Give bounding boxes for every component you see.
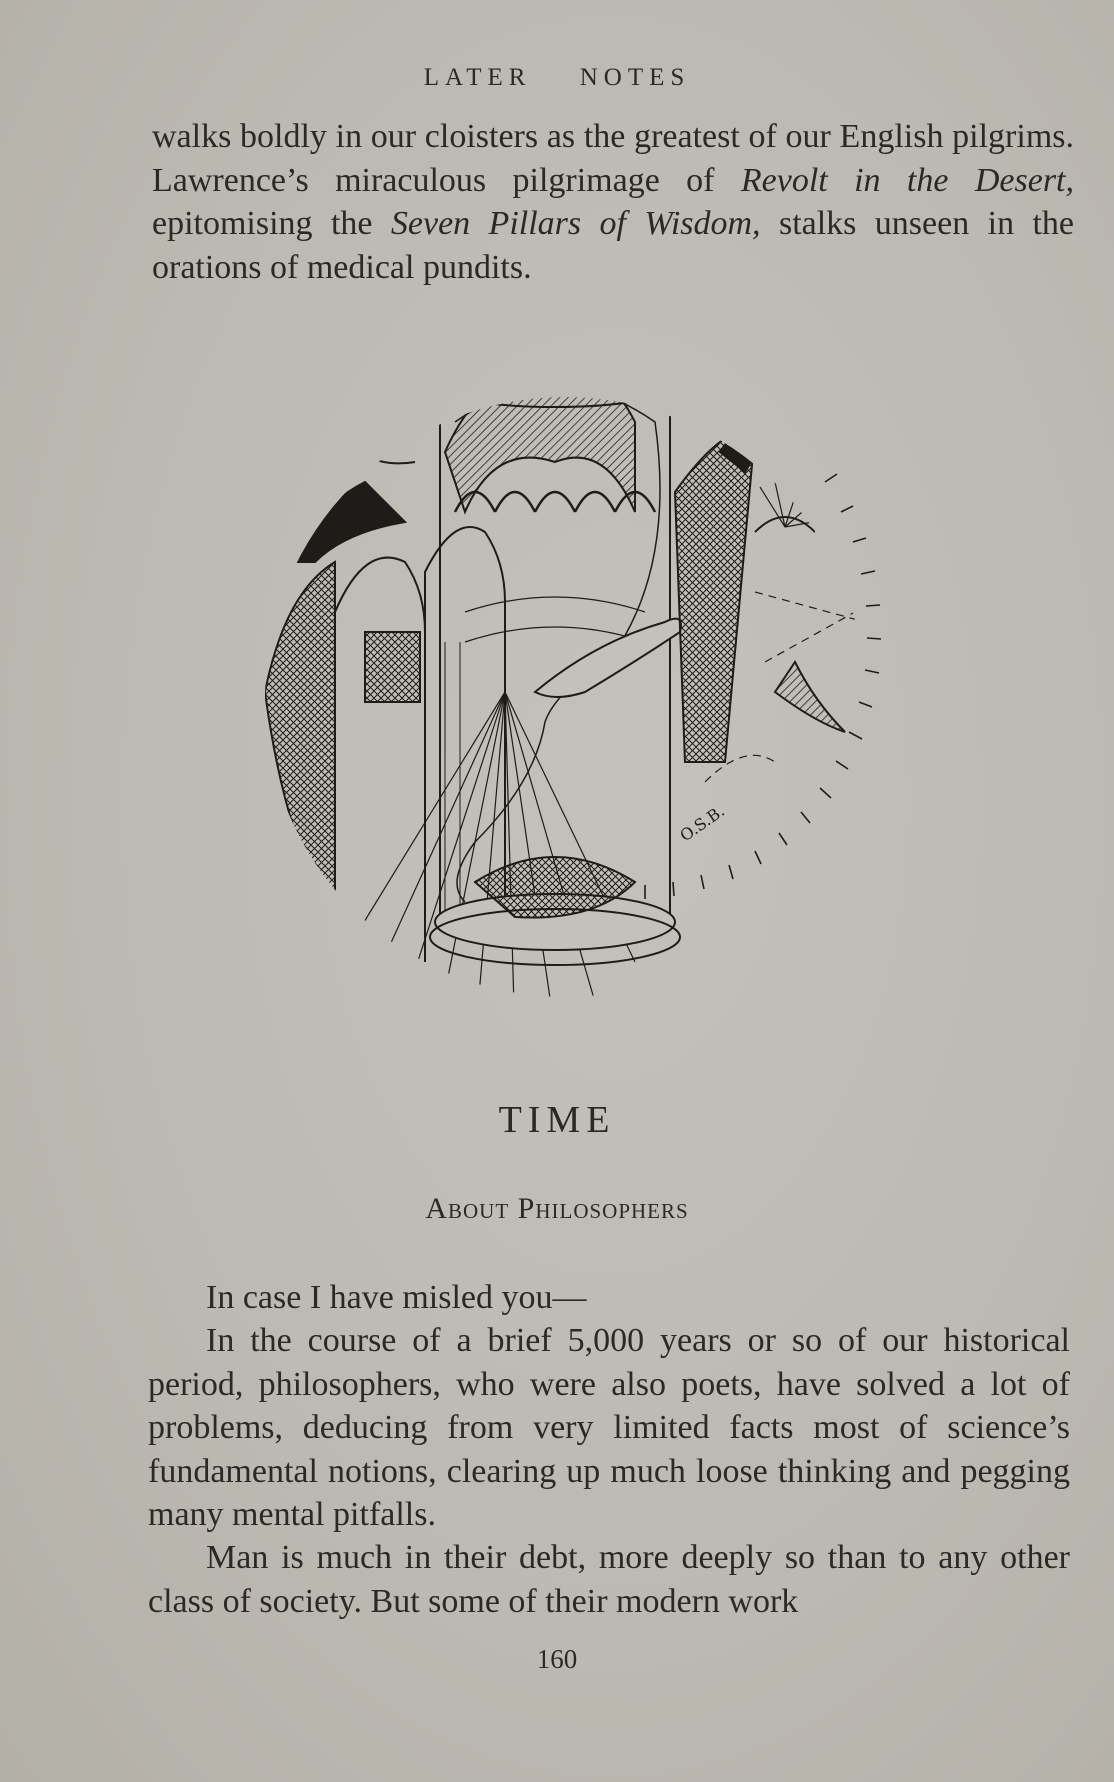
running-head-right: NOTES bbox=[579, 64, 691, 91]
top-paragraph-italic-title-2: Seven Pillars of Wisdom, bbox=[390, 205, 761, 242]
top-paragraph-text-3: stalks unseen in the orations of medical pundits. bbox=[152, 205, 1075, 286]
running-head-left: LATER bbox=[423, 64, 532, 91]
running-head bbox=[0, 64, 1114, 92]
body-paragraph-2: In the course of a brief 5,000 years or so of our historical period, philosophers, who were also poets, have solved a lot of problems, deducing from very limited facts most of science’s fundamental notions, clearing up much loose thinking and pegging many mental pitfalls. bbox=[148, 1322, 1070, 1533]
top-paragraph-text-2: epitomising the bbox=[152, 205, 391, 242]
page-number: 160 bbox=[536, 1644, 578, 1674]
cloister-hourglass-illustration bbox=[255, 362, 955, 1062]
section-subtitle: About Philosophers bbox=[425, 1192, 689, 1225]
top-paragraph bbox=[152, 115, 1074, 289]
section-title: TIME bbox=[498, 1099, 616, 1141]
body-paragraph-1: In case I have misled you— bbox=[206, 1279, 587, 1316]
top-paragraph-text-1: walks boldly in our cloisters as the greatest of our English pilgrims. Lawrence’s miraculous pilgrimage of bbox=[152, 118, 1074, 199]
top-paragraph-italic-title-1: Revolt in the Desert, bbox=[740, 161, 1074, 199]
illustration-signature: O.S.B. bbox=[676, 801, 728, 846]
body-paragraph-3: Man is much in their debt, more deeply so than to any other class of society. But some of their modern work bbox=[148, 1539, 1070, 1620]
